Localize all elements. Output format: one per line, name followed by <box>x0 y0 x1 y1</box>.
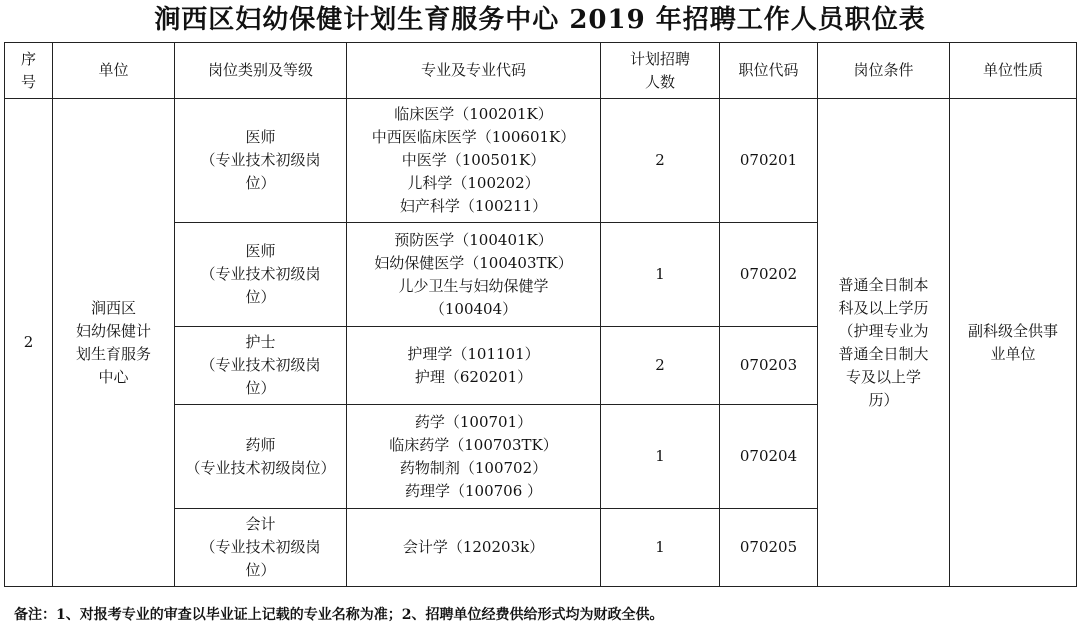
category-text: 位） <box>245 379 276 397</box>
count-cell: 2 <box>601 99 720 223</box>
category-text: （专业技术初级岗 <box>200 356 321 374</box>
category-text: 医师 <box>245 242 276 260</box>
major-text: 临床医学（100201K） <box>394 105 553 123</box>
count-cell: 1 <box>601 405 720 509</box>
table-row <box>5 99 1077 223</box>
code-cell: 070203 <box>720 327 818 405</box>
requirement-text: 普通全日制大 <box>838 344 929 363</box>
major-text: 妇幼保健医学（100403TK） <box>374 253 573 272</box>
code-cell: 070201 <box>720 99 818 223</box>
count-cell: 1 <box>601 509 720 587</box>
header-count <box>601 43 720 99</box>
requirement-text: 专及以上学 <box>845 367 921 386</box>
header-code: 职位代码 <box>720 43 818 99</box>
nature-cell <box>950 99 1077 587</box>
category-cell <box>175 405 347 509</box>
count-cell: 1 <box>601 223 720 327</box>
header-text: 序 <box>20 49 36 68</box>
major-text: 药物制剂（100702） <box>399 458 548 477</box>
nature-text: 业单位 <box>990 344 1036 363</box>
major-text: 护理学（101101） <box>407 344 540 363</box>
seq-cell: 2 <box>5 99 53 587</box>
footnote: 备注：1、对报考专业的审查以毕业证上记载的专业名称为准；2、招聘单位经费供给形式均为财政全供。 <box>14 607 664 623</box>
count-cell: 2 <box>601 327 720 405</box>
header-requirement: 岗位条件 <box>818 43 950 99</box>
major-text: 临床药学（100703TK） <box>389 435 558 454</box>
category-text: （专业技术初级岗 <box>200 538 321 556</box>
major-text: 中西医临床医学（100601K） <box>371 128 576 146</box>
category-cell <box>175 327 347 405</box>
nature-text: 副科级全供事 <box>967 321 1058 340</box>
code-cell: 070204 <box>720 405 818 509</box>
requirement-text: 普通全日制本 <box>838 275 929 294</box>
header-text: 计划招聘 <box>629 49 690 68</box>
header-text: 人数 <box>644 72 675 91</box>
category-text: 位） <box>245 288 276 306</box>
category-text: 医师 <box>245 128 276 146</box>
unit-text: 妇幼保健计 <box>75 321 151 340</box>
header-category: 岗位类别及等级 <box>175 43 347 99</box>
category-text: （专业技术初级岗 <box>200 151 321 169</box>
header-major: 专业及专业代码 <box>347 43 601 99</box>
job-table <box>4 42 1077 587</box>
major-text: 药学（100701） <box>414 412 533 431</box>
category-text: （专业技术初级岗位） <box>185 458 336 477</box>
major-cell <box>347 223 601 327</box>
major-text: 中医学（100501K） <box>401 151 546 169</box>
major-text: 护理（620201） <box>414 367 533 386</box>
category-cell <box>175 509 347 587</box>
major-text: 儿科学（100202） <box>407 174 540 192</box>
major-text: 预防医学（100401K） <box>394 230 553 249</box>
requirement-text: （护理专业为 <box>838 321 929 340</box>
category-text: 药师 <box>245 435 276 454</box>
code-cell: 070202 <box>720 223 818 327</box>
category-text: 护士 <box>245 333 276 351</box>
category-text: （专业技术初级岗 <box>200 265 321 283</box>
major-text: 会计学（120203k） <box>402 538 545 556</box>
header-seq <box>5 43 53 99</box>
header-unit: 单位 <box>53 43 175 99</box>
major-text: 药理学（100706 ） <box>404 481 543 500</box>
category-cell <box>175 223 347 327</box>
major-text: 儿少卫生与妇幼保健学 <box>398 276 549 295</box>
requirement-text: 科及以上学历 <box>838 298 929 317</box>
category-text: 会计 <box>245 515 276 533</box>
page-title: 涧西区妇幼保健计划生育服务中心 2019 年招聘工作人员职位表 <box>154 5 926 35</box>
category-text: 位） <box>245 561 276 579</box>
unit-text: 划生育服务 <box>75 344 151 363</box>
header-row <box>5 43 1077 99</box>
major-cell <box>347 405 601 509</box>
major-cell <box>347 327 601 405</box>
major-cell <box>347 99 601 223</box>
category-cell <box>175 99 347 223</box>
unit-cell <box>53 99 175 587</box>
header-text: 号 <box>20 72 36 91</box>
major-text: （100404） <box>429 299 518 318</box>
category-text: 位） <box>245 174 276 192</box>
requirement-text: 历） <box>868 390 899 409</box>
header-nature: 单位性质 <box>950 43 1077 99</box>
major-text: 妇产科学（100211） <box>399 197 548 215</box>
major-cell <box>347 509 601 587</box>
code-cell: 070205 <box>720 509 818 587</box>
requirement-cell <box>818 99 950 587</box>
unit-text: 涧西区 <box>90 298 136 317</box>
unit-text: 中心 <box>98 367 129 386</box>
